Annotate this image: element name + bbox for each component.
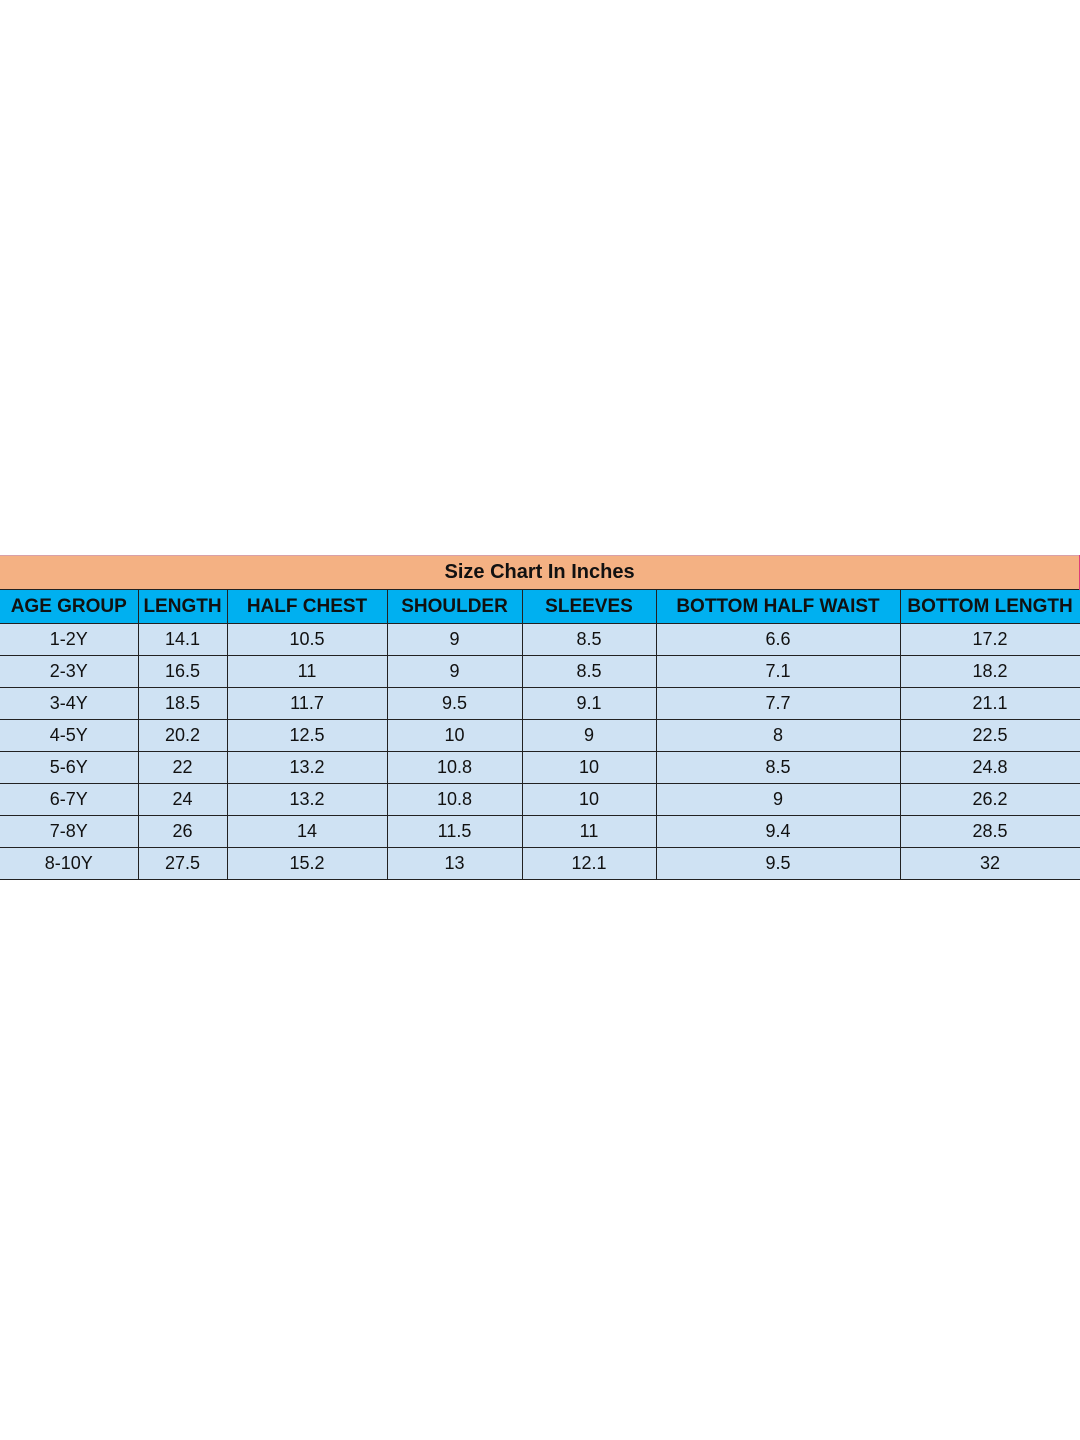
table-row: [0, 688, 1080, 720]
cell-half-chest: 13.2: [227, 752, 387, 784]
table-row: [0, 624, 1080, 656]
column-header-half-chest: HALF CHEST: [227, 590, 387, 624]
cell-sleeves: 12.1: [522, 848, 656, 880]
table-row: [0, 816, 1080, 848]
cell-half-chest: 11: [227, 656, 387, 688]
cell-age-group: 1-2Y: [0, 624, 138, 656]
cell-bottom-length: 21.1: [900, 688, 1080, 720]
column-header-sleeves: SLEEVES: [522, 590, 656, 624]
cell-shoulder: 10.8: [387, 784, 522, 816]
table-row: [0, 720, 1080, 752]
cell-age-group: 5-6Y: [0, 752, 138, 784]
cell-bottom-length: 26.2: [900, 784, 1080, 816]
cell-shoulder: 9: [387, 656, 522, 688]
cell-half-chest: 10.5: [227, 624, 387, 656]
cell-bottom-length: 17.2: [900, 624, 1080, 656]
cell-age-group: 2-3Y: [0, 656, 138, 688]
size-chart-table: [0, 555, 1080, 880]
cell-bottom-half-waist: 7.1: [656, 656, 900, 688]
cell-shoulder: 10: [387, 720, 522, 752]
cell-bottom-length: 32: [900, 848, 1080, 880]
cell-shoulder: 9: [387, 624, 522, 656]
cell-bottom-half-waist: 9.4: [656, 816, 900, 848]
cell-shoulder: 10.8: [387, 752, 522, 784]
column-header-bottom-length: BOTTOM LENGTH: [900, 590, 1080, 624]
cell-age-group: 8-10Y: [0, 848, 138, 880]
cell-bottom-length: 24.8: [900, 752, 1080, 784]
cell-age-group: 6-7Y: [0, 784, 138, 816]
cell-bottom-length: 28.5: [900, 816, 1080, 848]
table-row: [0, 656, 1080, 688]
cell-length: 24: [138, 784, 227, 816]
chart-title: Size Chart In Inches: [0, 556, 1080, 590]
table-row: [0, 752, 1080, 784]
cell-half-chest: 12.5: [227, 720, 387, 752]
cell-sleeves: 11: [522, 816, 656, 848]
cell-half-chest: 15.2: [227, 848, 387, 880]
cell-length: 20.2: [138, 720, 227, 752]
cell-half-chest: 14: [227, 816, 387, 848]
cell-age-group: 4-5Y: [0, 720, 138, 752]
size-chart: [0, 555, 1080, 880]
cell-shoulder: 11.5: [387, 816, 522, 848]
cell-sleeves: 10: [522, 784, 656, 816]
title-row: [0, 556, 1080, 590]
cell-shoulder: 13: [387, 848, 522, 880]
column-header-length: LENGTH: [138, 590, 227, 624]
cell-bottom-half-waist: 9.5: [656, 848, 900, 880]
cell-length: 16.5: [138, 656, 227, 688]
cell-sleeves: 9: [522, 720, 656, 752]
cell-bottom-half-waist: 7.7: [656, 688, 900, 720]
cell-bottom-half-waist: 9: [656, 784, 900, 816]
cell-bottom-half-waist: 8.5: [656, 752, 900, 784]
cell-age-group: 3-4Y: [0, 688, 138, 720]
cell-bottom-half-waist: 8: [656, 720, 900, 752]
table-body: [0, 624, 1080, 880]
cell-bottom-length: 18.2: [900, 656, 1080, 688]
cell-sleeves: 8.5: [522, 656, 656, 688]
cell-sleeves: 8.5: [522, 624, 656, 656]
column-header-shoulder: SHOULDER: [387, 590, 522, 624]
cell-length: 27.5: [138, 848, 227, 880]
table-row: [0, 784, 1080, 816]
cell-sleeves: 10: [522, 752, 656, 784]
cell-shoulder: 9.5: [387, 688, 522, 720]
cell-length: 14.1: [138, 624, 227, 656]
cell-half-chest: 13.2: [227, 784, 387, 816]
cell-length: 18.5: [138, 688, 227, 720]
column-header-bottom-half-waist: BOTTOM HALF WAIST: [656, 590, 900, 624]
cell-sleeves: 9.1: [522, 688, 656, 720]
column-header-age-group: AGE GROUP: [0, 590, 138, 624]
cell-half-chest: 11.7: [227, 688, 387, 720]
cell-age-group: 7-8Y: [0, 816, 138, 848]
cell-length: 22: [138, 752, 227, 784]
cell-length: 26: [138, 816, 227, 848]
table-row: [0, 848, 1080, 880]
header-row: [0, 590, 1080, 624]
cell-bottom-half-waist: 6.6: [656, 624, 900, 656]
cell-bottom-length: 22.5: [900, 720, 1080, 752]
